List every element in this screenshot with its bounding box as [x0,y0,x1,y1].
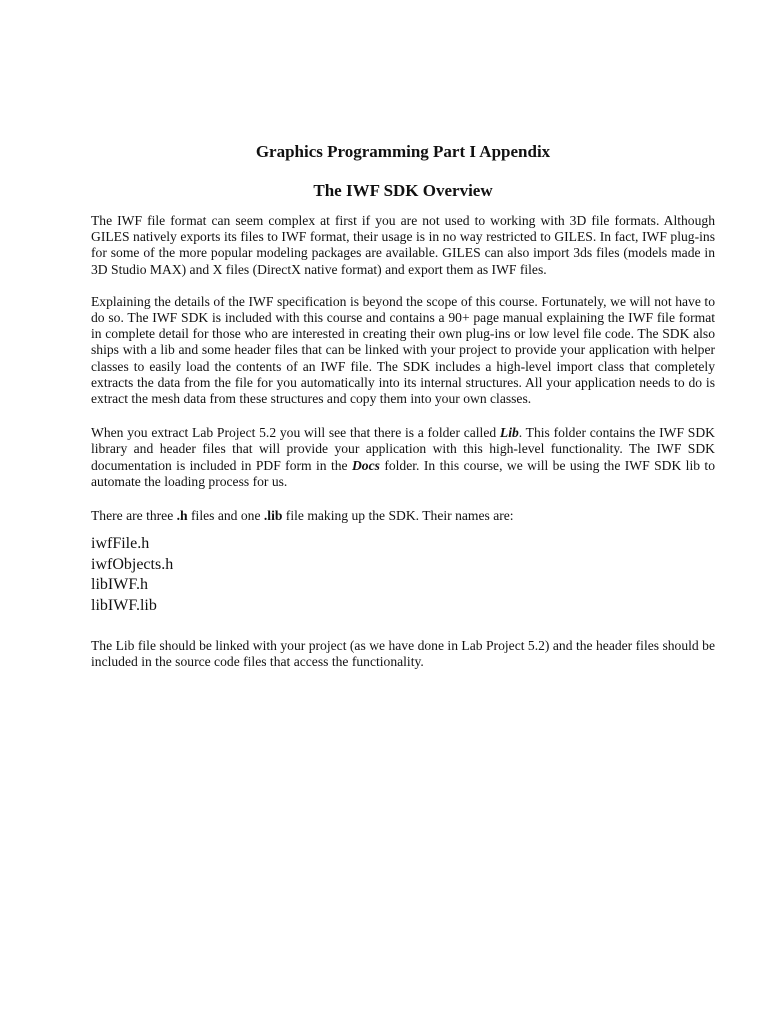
paragraph-lab-project [91,425,715,490]
paragraph-sdk-details: Explaining the details of the IWF specification is beyond the scope of this course. Fortunately, we will not have to do so. The IWF SDK is included with this course and contains a 90+ page manual explaining the IWF file format in complete detail for those who are interested in creating their own plug-ins or low level file code. The SDK also ships with a lib and some header files that can be linked with your project to provide your application with helper classes to easily load the contents of an IWF file. The SDK includes a high-level import class that completely extracts the data from the file for you automatically into its internal structures. All your application needs to do is extract the mesh data from these structures and copy them into your own classes. [91,293,715,407]
paragraph-file-count [91,508,715,524]
file-name: iwfFile.h [91,535,150,553]
docs-folder-name: Docs [351,457,380,473]
paragraph-linking: The Lib file should be linked with your project (as we have done in Lab Project 5.2) and the header files should be included in the source code files that access the functionality. [91,638,715,670]
text-run: . This folder contains the IWF SDK library and header files that will provide your application with this high-level functionality. The IWF SDK documentation is included in PDF form in the [91,425,715,473]
section-title: The IWF SDK Overview [313,181,493,200]
text-run: files and one [187,508,264,524]
paragraph-intro: The IWF file format can seem complex at first if you are not used to working with 3D file formats. Although GILES natively exports its files to IWF format, their usage is in no way restricted to GILES. In fact, IWF plug-ins for some of the more popular modeling packages are available. GILES can also import 3ds files (models made in 3D Studio MAX) and X files (DirectX native format) and export them as IWF files. [91,213,715,277]
text-run: There are three [91,508,177,524]
document-body [91,213,715,687]
text-run: When you extract Lab Project 5.2 you will see that there is a folder called [91,425,500,441]
file-name: libIWF.h [91,576,148,594]
file-name: iwfObjects.h [91,555,174,573]
sdk-file-list [91,534,715,616]
lib-extension: .lib [263,508,283,524]
text-run: folder. In this course, we will be using the IWF SDK lib to automate the loading process for us. [91,457,716,489]
text-run: file making up the SDK. Their names are: [282,508,514,524]
file-name: libIWF.lib [91,596,157,614]
h-extension: .h [176,508,188,524]
page-header: Graphics Programming Part I Appendix [255,142,551,161]
lib-folder-name: Lib [499,425,519,441]
